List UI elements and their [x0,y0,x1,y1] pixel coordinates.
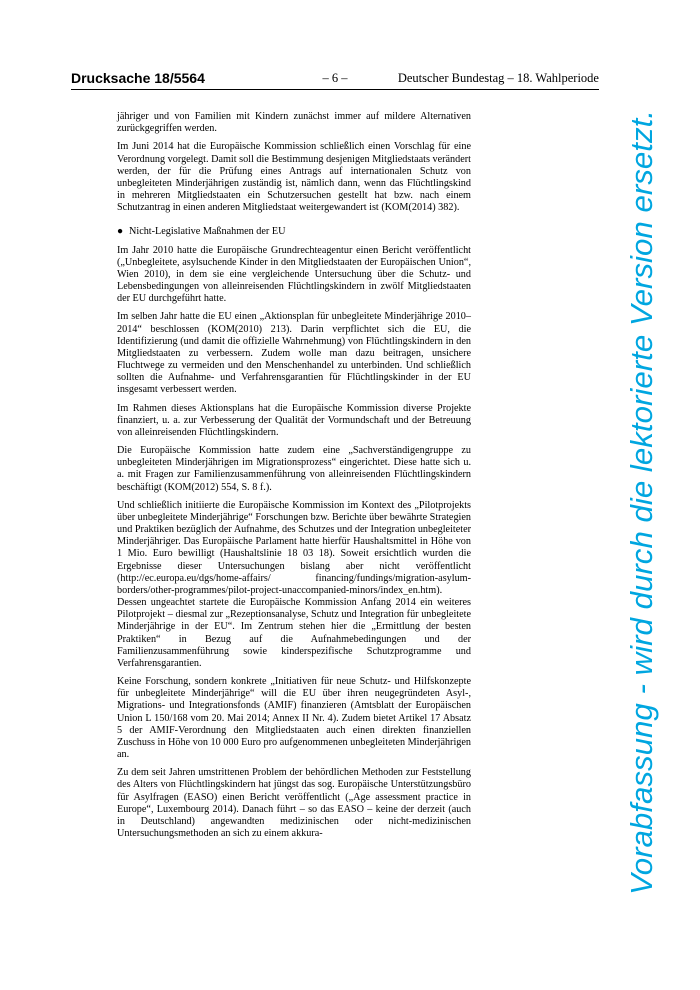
paragraph: Keine Forschung, sondern konkrete „Initiativen für neue Schutz- und Hilfskonzepte für unbegleitete Minderjährige“ will die EU über ihren neugegründeten Asyl-, Migrations- und Integrationsfonds (AMIF) finanzieren (Amtsblatt der Europäischen Union L 150/168 vom 20. Mai 2014; Annex II Nr. 4). Zudem bietet Artikel 17 Absatz 5 der AMIF-Verordnung den Mitgliedstaaten auch einen direkten finanziellen Zuschuss in Höhe von 10 000 Euro pro aufgenommenen unbegleiteten Minderjährigen an. [117,676,471,761]
page-number: – 6 – [322,71,348,85]
paragraph: Im selben Jahr hatte die EU einen „Aktionsplan für unbegleitete Minderjährige 2010–2014“ beschlossen (KOM(2010) 213). Darin verpflichtet sich die EU, die Identifizierung (und damit die offizielle Wahrnehmung) von Flüchtlingskindern in den Mitgliedstaaten zu verbessern. Zudem wolle man dazu beitragen, unsichere Fluchtwege zu vermeiden und den Menschenhandel zu unterbinden. Und schließlich sollten die Aufnahme- und Verfahrensgarantien für Flüchtlingskinder in der EU insgesamt verbessert werden. [117,311,471,396]
page-body [117,111,471,846]
page-header [71,70,599,90]
paragraph: Im Juni 2014 hat die Europäische Kommission schließlich einen Vorschlag für eine Verordnung vorgelegt. Damit soll die Bestimmung desjenigen Mitgliedstaats verändert werden, der für die Prüfung eines Antrags auf internationalen Schutz von unbegleiteten Minderjährigen zuständig ist, nämlich dann, wenn das Flüchtlingskind in mehreren Mitgliedstaaten ein Schutzersuchen gestellt hat bzw. nach einem Schutzantrag in einen anderen Mitgliedstaat weitergewandert ist (KOM(2014) 382). [117,141,471,214]
watermark [612,105,664,905]
issuer: Deutscher Bundestag – 18. Wahlperiode [397,71,599,85]
paragraph: Im Rahmen dieses Aktionsplans hat die Europäische Kommission diverse Projekte finanziert, u. a. zur Verbesserung der Qualität der Vormundschaft und der Betreuung von alleinreisenden Flüchtlingskindern. [117,402,471,438]
paragraph: Zu dem seit Jahren umstrittenen Problem der behördlichen Methoden zur Feststellung des Alters von Flüchtlingskindern hat jüngst das sog. Europäische Unterstützungsbüro für Asylfragen (EASO) einen Bericht veröffentlicht („Age assessment practice in Europe“, Luxembourg 2014). Danach führt – so das EASO – keine der derzeit (auch in Deutschland) angewandten medizinischen oder nicht-medizinischen Untersuchungsmethoden an sich zu einem akkura- [117,767,471,840]
bullet-item [117,226,471,238]
header-rule [71,89,599,90]
bullet-icon: ● [117,226,124,238]
paragraph: Und schließlich initiierte die Europäische Kommission im Kontext des „Pilotprojekts über unbegleitete Minderjährige“ Forschungen bzw. Berichte über bewährte Strategien und Praktiken bezüglich der Aufnahme, des Schutzes und der Integration unbegleiteter Minderjähriger. Das Europäische Parlament hatte hierfür Haushaltsmittel in Höhe von 1 Mio. Euro bewilligt (Haushaltslinie 18 03 18). Soweit ersichtlich wurden die Ergebnisse dieser Untersuchungen bislang aber nicht veröffentlicht (http://ec.europa.eu/dgs/home-affairs/ financing/fundings/migration-asylum-borders/other-programmes/pilot-project-unaccompanied-minors/index_en.htm). Dessen ungeachtet startete die Europäische Kommission Anfang 2014 ein weiteres Pilotprojekt – diesmal zur „Rezeptionsanalyse, Schutz und Integration für unbegleitete Minderjährige in der EU“. Im Zentrum stehen hier die „Ermittlung der besten Praktiken“ in Bezug auf die Aufnahmebedingungen und der Familienzusammenführung sowie kinderspezifische Schutzprogramme und Verfahrensgarantien. [117,499,471,669]
paragraph: Die Europäische Kommission hatte zudem eine „Sachverständigengruppe zu unbegleiteten Minderjährigen im Migrationsprozess“ eingerichtet. Diese hatte sich u. a. mit Fragen zur Familienzusammenführung von alleinreisenden Flüchtlingskindern beschäftigt (KOM(2012) 554, S. 8 f.). [117,445,471,493]
paragraph: Im Jahr 2010 hatte die Europäische Grundrechteagentur einen Bericht veröffentlicht („Unbegleitete, asylsuchende Kinder in den Mitgliedstaaten der Europäischen Union“, Wien 2010), in dem sie eine vergleichende Untersuchung über die Schutz- und Lebensbedingungen von alleinreisenden Flüchtlingskindern in zwölf Mitgliedstaaten der EU durchgeführt hatte. [117,244,471,305]
document-number-value: 5564 [173,70,205,86]
document-label: Drucksache 18/ [71,70,174,86]
paragraph: jähriger und von Familien mit Kindern zunächst immer auf mildere Alternativen zurückgegriffen werden. [117,111,471,135]
bullet-text: Nicht-Legislative Maßnahmen der EU [129,226,286,238]
watermark-text: Vorabfassung - wird durch die lektorierte Version ersetzt. [624,116,659,895]
